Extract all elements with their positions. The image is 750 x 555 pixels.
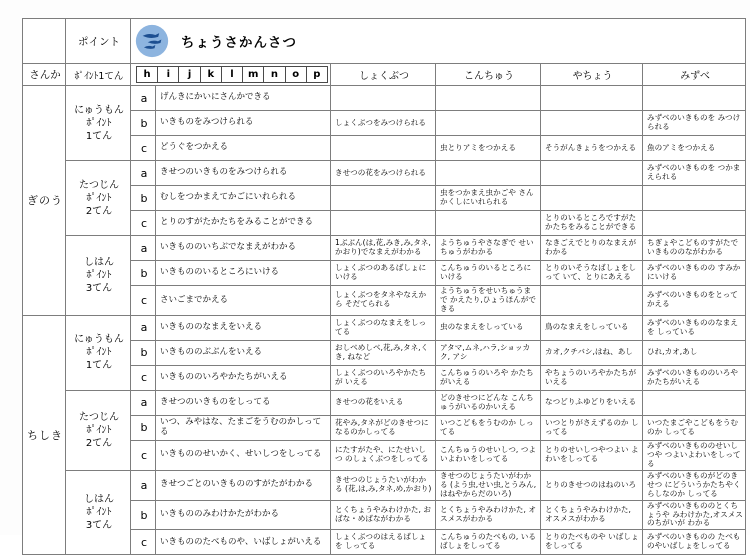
row-letter: a bbox=[131, 236, 156, 261]
rubric-cell bbox=[643, 390, 746, 415]
rubric-cell: きせつのじょうたいがわかる (よう虫,せい虫,とうみん, はねやからだのいろ) bbox=[436, 470, 541, 500]
rubric-cell: とくちょうやみわけかた, オスメスがわかる bbox=[436, 500, 541, 530]
level-label bbox=[66, 161, 131, 236]
rubric-cell: 魚のアミをつかえる bbox=[643, 136, 746, 161]
table-row bbox=[23, 186, 746, 211]
point-header: ポイント bbox=[66, 19, 131, 64]
rubric-cell: そうがんきょうをつかえる bbox=[541, 136, 643, 161]
corner-cell bbox=[23, 19, 66, 64]
category-label-chishiki: ちしき bbox=[23, 315, 66, 555]
row-letter: c bbox=[131, 365, 156, 390]
rubric-cell: なきごえでとりのなまえが わかる bbox=[541, 236, 643, 261]
row-description: いきもののいちぶでなまえがわかる bbox=[156, 236, 331, 261]
letter-box-m: m bbox=[242, 66, 264, 83]
rubric-cell: アタマ,ムネ,ハラ,ショッカク, アシ bbox=[436, 340, 541, 365]
row-description: いきもののたべものや、いばしょがいえる bbox=[156, 530, 331, 555]
letter-box-k: k bbox=[200, 66, 222, 83]
rubric-cell: しょくぶつをみつけられる bbox=[331, 111, 436, 136]
rubric-cell: しょくぶつのあるばしょに いける bbox=[331, 261, 436, 286]
rubric-cell: こんちゅうのせいしつ, つよいよわいをしってる bbox=[436, 440, 541, 470]
table-row bbox=[23, 500, 746, 530]
rubric-cell: ひれ,カオ,あし bbox=[643, 340, 746, 365]
row-description: どうぐをつかえる bbox=[156, 136, 331, 161]
table-row bbox=[23, 415, 746, 440]
rubric-cell: 鳥のなまえをしっている bbox=[541, 315, 643, 340]
rubric-cell: とりのたべものや いばしょをしってる bbox=[541, 530, 643, 555]
rubric-cell bbox=[331, 211, 436, 236]
level-label-line: 1てん bbox=[85, 360, 113, 372]
rubric-cell bbox=[331, 136, 436, 161]
rubric-cell: どのきせつにどんな こんちゅうがいるのかいえる bbox=[436, 390, 541, 415]
level-label bbox=[66, 390, 131, 470]
row-description: いきもののいるところにいける bbox=[156, 261, 331, 286]
rubric-cell: みずべのいきものの すみかにいける bbox=[643, 261, 746, 286]
rubric-cell: いつたまごやこどもをうむのか しってる bbox=[643, 415, 746, 440]
rubric-cell: とくちょうやみわけかた, オスメスがわかる bbox=[541, 500, 643, 530]
rubric-cell: きせつの花をみつけられる bbox=[331, 161, 436, 186]
rubric-cell: しょくぶつのなまえをしってる bbox=[331, 315, 436, 340]
level-label-line: 2てん bbox=[85, 437, 113, 449]
level-label-line: 3てん bbox=[85, 282, 113, 294]
letter-box-l: l bbox=[221, 66, 243, 83]
level-label-line: 3てん bbox=[85, 520, 113, 532]
rubric-cell: しょくぶつのはえるばしょを しってる bbox=[331, 530, 436, 555]
rubric-cell: にたすがたや、にたせいしつ のしょくぶつをしってる bbox=[331, 440, 436, 470]
rubric-cell bbox=[643, 211, 746, 236]
column-header-shokubutsu: しょくぶつ bbox=[331, 64, 436, 86]
letter-boxes bbox=[135, 66, 328, 83]
level-label-line: ﾎﾟｲﾝﾄ bbox=[86, 269, 112, 281]
rubric-cell: みずべのいきもののせいしつや つよいよわいをしってる bbox=[643, 440, 746, 470]
table-row bbox=[23, 261, 746, 286]
row-letter: a bbox=[131, 161, 156, 186]
rubric-cell: こんちゅうのたべもの, いるばしょをしってる bbox=[436, 530, 541, 555]
table-row bbox=[23, 315, 746, 340]
fish-logo-icon bbox=[135, 24, 169, 58]
level-label-line: ﾎﾟｲﾝﾄ bbox=[86, 507, 112, 519]
level-label bbox=[66, 236, 131, 316]
letter-box-n: n bbox=[263, 66, 285, 83]
level-label bbox=[66, 470, 131, 555]
row-description: いきもののぶぶんをいえる bbox=[156, 340, 331, 365]
letter-box-p: p bbox=[306, 66, 328, 83]
table-row bbox=[23, 340, 746, 365]
column-header-row bbox=[23, 64, 746, 86]
rubric-cell: みずべのいきものを みつけられる bbox=[643, 111, 746, 136]
table-row bbox=[23, 440, 746, 470]
row-description: いつ、みやはな、たまごをうむのかしってる bbox=[156, 415, 331, 440]
level-label-line: にゅうもん bbox=[74, 104, 124, 116]
level-label-line: ﾎﾟｲﾝﾄ bbox=[86, 347, 112, 359]
row-letter: a bbox=[131, 315, 156, 340]
rubric-cell: やちょうのいろやかたちが いえる bbox=[541, 365, 643, 390]
rubric-cell bbox=[331, 86, 436, 111]
rubric-cell: ちぎょやこどものすがたで いきもののながわかる bbox=[643, 236, 746, 261]
column-header-yachou: やちょう bbox=[541, 64, 643, 86]
table-row bbox=[23, 470, 746, 500]
rubric-cell bbox=[643, 86, 746, 111]
level-label bbox=[66, 315, 131, 390]
letter-box-h: h bbox=[136, 66, 158, 83]
column-header-konchuu: こんちゅう bbox=[436, 64, 541, 86]
row-description: いきもののなまえをいえる bbox=[156, 315, 331, 340]
rubric-cell: みずべのいきものがどのきせつ にどういうかたちやくらしなのか しってる bbox=[643, 470, 746, 500]
rubric-cell: しょくぶつのいろやかたちが いえる bbox=[331, 365, 436, 390]
rubric-cell: とりのいそうなばしょをしって いて、とりにあえる bbox=[541, 261, 643, 286]
rubric-cell bbox=[541, 186, 643, 211]
rubric-cell bbox=[436, 86, 541, 111]
level-label-line: たつじん bbox=[79, 179, 119, 191]
row-description: さいごまでかえる bbox=[156, 286, 331, 316]
row-letter: b bbox=[131, 111, 156, 136]
rubric-cell bbox=[643, 186, 746, 211]
point1-header: ﾎﾟｲﾝﾄ1てん bbox=[66, 64, 131, 86]
rubric-cell: みずべのいきもののとくちょうや みわけかた,オスメスのちがいが わかる bbox=[643, 500, 746, 530]
rubric-cell: しょくぶつをタネやなえから そだてられる bbox=[331, 286, 436, 316]
row-description: きせつのいきものをしってる bbox=[156, 390, 331, 415]
rubric-cell: おしべめしべ,花,み,タネ,くき, ねなど bbox=[331, 340, 436, 365]
row-letter: b bbox=[131, 186, 156, 211]
row-letter: a bbox=[131, 470, 156, 500]
letter-box-i: i bbox=[157, 66, 179, 83]
rubric-cell: 虫とりアミをつかえる bbox=[436, 136, 541, 161]
row-description: とりのすがたかたちをみることができる bbox=[156, 211, 331, 236]
rubric-cell: 1ぶぶん(は,花,みき,み,タネ,かおり)でなまえがわかる bbox=[331, 236, 436, 261]
rubric-cell: とくちょうやみわけかた, おばな・めばながわかる bbox=[331, 500, 436, 530]
rubric-cell: 虫のなまえをしっている bbox=[436, 315, 541, 340]
level-label-line: ﾎﾟｲﾝﾄ bbox=[86, 117, 112, 129]
level-label-line: ﾎﾟｲﾝﾄ bbox=[86, 424, 112, 436]
level-label-line: 2てん bbox=[85, 205, 113, 217]
rubric-cell bbox=[436, 211, 541, 236]
row-description: きせつごとのいきもののすがたがわかる bbox=[156, 470, 331, 500]
level-label-line: たつじん bbox=[79, 411, 119, 423]
rubric-cell: ようちゅうやさなぎで せいちゅうがわかる bbox=[436, 236, 541, 261]
title-cell bbox=[131, 19, 746, 64]
letter-box-o: o bbox=[285, 66, 307, 83]
rubric-cell: 虫をつかまえ虫かごや さんかくしにいれられる bbox=[436, 186, 541, 211]
rubric-cell: みずべのいきもののなまえを しっている bbox=[643, 315, 746, 340]
rubric-cell: きせつのじょうたいがわかる (花,は,み,タネ,め,かおり) bbox=[331, 470, 436, 500]
rubric-cell: とりのいるところですがた かたちをみることができる bbox=[541, 211, 643, 236]
rubric-cell: みずべのいきもののいろや かたちがいえる bbox=[643, 365, 746, 390]
row-letter: c bbox=[131, 440, 156, 470]
category-label-ginou: ぎのう bbox=[23, 86, 66, 316]
rubric-cell: こんちゅうのいるところに いける bbox=[436, 261, 541, 286]
table-row bbox=[23, 286, 746, 316]
rubric-cell: こんちゅうのいろや かたちがいえる bbox=[436, 365, 541, 390]
row-description: いきものをみつけられる bbox=[156, 111, 331, 136]
level-label bbox=[66, 86, 131, 161]
row-letter: b bbox=[131, 340, 156, 365]
rubric-cell: みずべのいきものをとって かえる bbox=[643, 286, 746, 316]
rubric-cell: カオ,クチバシ,はね、あし bbox=[541, 340, 643, 365]
level-label-line: しはん bbox=[84, 256, 114, 268]
rubric-cell: いつこどもをうむのか しってる bbox=[436, 415, 541, 440]
title-row bbox=[23, 19, 746, 64]
table-row bbox=[23, 236, 746, 261]
rubric-cell: 花やみ,タネがどのきせつに なるのかしってる bbox=[331, 415, 436, 440]
rubric-cell: とりのきせつのはねのいろ bbox=[541, 470, 643, 500]
row-letter: c bbox=[131, 286, 156, 316]
letters-cell bbox=[131, 64, 331, 86]
row-description: げんきにかいにさんかできる bbox=[156, 86, 331, 111]
rubric-table bbox=[22, 18, 746, 555]
page-title: ちょうさかんさつ bbox=[181, 35, 297, 51]
rubric-cell bbox=[436, 161, 541, 186]
row-letter: a bbox=[131, 390, 156, 415]
row-description: いきもののいろやかたちがいえる bbox=[156, 365, 331, 390]
table-row bbox=[23, 211, 746, 236]
table-row bbox=[23, 390, 746, 415]
table-row bbox=[23, 161, 746, 186]
row-description: むしをつかまえてかごにいれられる bbox=[156, 186, 331, 211]
row-description: いきもののせいかく、せいしつをしってる bbox=[156, 440, 331, 470]
level-label-line: 1てん bbox=[85, 130, 113, 142]
rubric-cell: みずべのいきものの たべものやいばしょをしってる bbox=[643, 530, 746, 555]
table-row bbox=[23, 530, 746, 555]
rubric-cell: みずべのいきものを つかまえられる bbox=[643, 161, 746, 186]
row-letter: c bbox=[131, 211, 156, 236]
row-letter: b bbox=[131, 500, 156, 530]
sanka-header: さんか bbox=[23, 64, 66, 86]
row-description: いきもののみわけかたがわかる bbox=[156, 500, 331, 530]
rubric-cell: きせつの花をいえる bbox=[331, 390, 436, 415]
letter-box-j: j bbox=[178, 66, 200, 83]
rubric-cell bbox=[331, 186, 436, 211]
row-description: きせつのいきものをみつけられる bbox=[156, 161, 331, 186]
table-row bbox=[23, 86, 746, 111]
table-row bbox=[23, 111, 746, 136]
column-header-mizube: みずべ bbox=[643, 64, 746, 86]
level-label-line: にゅうもん bbox=[74, 334, 124, 346]
rubric-cell: いつとりがさえずるのか しってる bbox=[541, 415, 643, 440]
level-label-line: しはん bbox=[84, 494, 114, 506]
rubric-cell: ようちゅうをせいちゅうまで かえたり,ひょうほんができる bbox=[436, 286, 541, 316]
rubric-cell: とりのせいしつやつよい よわいをしってる bbox=[541, 440, 643, 470]
rubric-cell: なつどりふゆどりをいえる bbox=[541, 390, 643, 415]
table-row bbox=[23, 365, 746, 390]
rubric-cell bbox=[541, 286, 643, 316]
row-letter: b bbox=[131, 261, 156, 286]
row-letter: b bbox=[131, 415, 156, 440]
rubric-cell bbox=[436, 111, 541, 136]
level-label-line: ﾎﾟｲﾝﾄ bbox=[86, 192, 112, 204]
row-letter: c bbox=[131, 530, 156, 555]
rubric-cell bbox=[541, 111, 643, 136]
row-letter: c bbox=[131, 136, 156, 161]
table-row bbox=[23, 136, 746, 161]
rubric-cell bbox=[541, 86, 643, 111]
rubric-cell bbox=[541, 161, 643, 186]
row-letter: a bbox=[131, 86, 156, 111]
